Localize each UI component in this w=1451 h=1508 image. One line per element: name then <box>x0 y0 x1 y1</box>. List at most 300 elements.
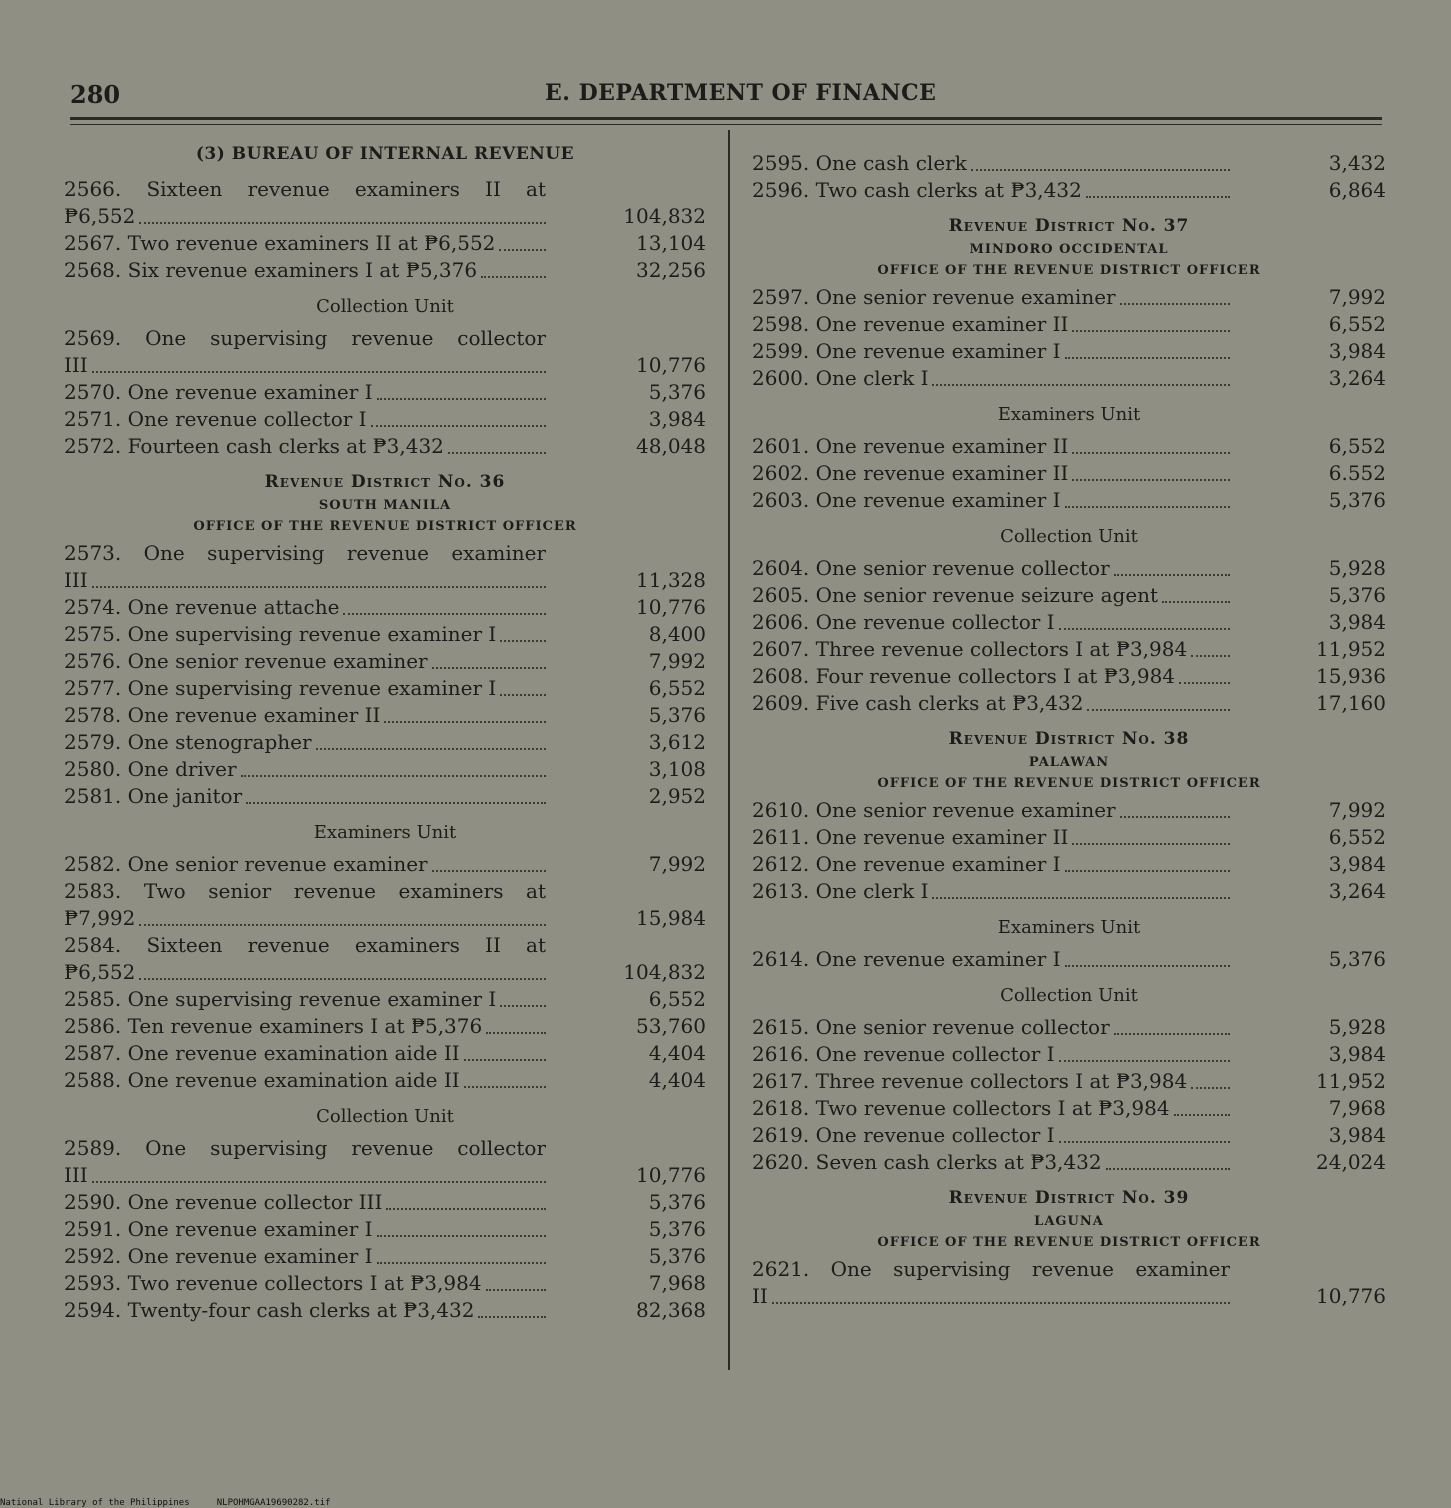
item-amount: 4,404 <box>648 1041 706 1065</box>
line-item <box>752 311 1386 338</box>
item-amount: 6,552 <box>1328 312 1386 336</box>
district-heading: Revenue District No. 39 <box>948 1188 1190 1208</box>
item-number: 2609. <box>752 691 810 715</box>
line-item <box>752 946 1386 973</box>
item-amount: 5,376 <box>1328 583 1386 607</box>
line-item-text <box>752 1122 1059 1149</box>
item-amount: 5,928 <box>1328 1015 1386 1039</box>
item-amount: 48,048 <box>636 434 706 458</box>
item-leader <box>64 379 546 406</box>
unit-heading: Collection Unit <box>316 1106 454 1127</box>
item-leader <box>752 311 1230 338</box>
line-item <box>64 230 706 257</box>
line-item-text <box>64 1270 486 1297</box>
item-amount: 5,376 <box>1328 488 1386 512</box>
item-description: One senior revenue seizure agent <box>815 583 1159 607</box>
item-number: 2590. <box>64 1190 122 1214</box>
item-number: 2620. <box>752 1150 810 1174</box>
item-amount: 5,928 <box>1328 556 1386 580</box>
item-description: One revenue examiner I <box>815 339 1061 363</box>
line-item <box>64 540 706 594</box>
line-item <box>752 663 1386 690</box>
item-amount: 7,992 <box>648 852 706 876</box>
line-item-text <box>752 311 1072 338</box>
item-number: 2569. <box>64 326 122 350</box>
line-item-text <box>64 406 371 433</box>
item-amount: 5,376 <box>648 380 706 404</box>
item-leader <box>752 797 1230 824</box>
item-amount: 3,432 <box>1328 151 1386 175</box>
item-amount: 6,552 <box>648 676 706 700</box>
header-rule <box>70 117 1382 120</box>
right-column <box>752 150 1386 1310</box>
item-leader <box>64 648 546 675</box>
item-amount: 6.552 <box>1328 461 1386 485</box>
item-leader <box>752 1149 1230 1176</box>
item-number: 2584. <box>64 933 122 957</box>
line-item <box>64 1243 706 1270</box>
item-description: One stenographer <box>127 730 312 754</box>
unit-heading: Collection Unit <box>316 296 454 317</box>
item-description: One revenue examiner II <box>815 825 1069 849</box>
item-amount: 7,992 <box>648 649 706 673</box>
unit-heading: Examiners Unit <box>313 822 457 843</box>
item-number: 2567. <box>64 231 122 255</box>
line-item-text <box>752 1014 1114 1041</box>
item-description: One revenue examiner I <box>127 380 373 404</box>
item-number: 2610. <box>752 798 810 822</box>
item-amount: 7,968 <box>648 1271 706 1295</box>
item-description: One revenue examiner I <box>127 1217 373 1241</box>
line-item <box>752 1041 1386 1068</box>
line-item-text <box>752 1256 1230 1283</box>
item-number: 2617. <box>752 1069 810 1093</box>
item-description: Seven cash clerks at ₱3,432 <box>815 1150 1102 1174</box>
item-number: 2594. <box>64 1298 122 1322</box>
line-item-text <box>64 878 546 905</box>
item-description: One supervising revenue examiner I <box>127 622 497 646</box>
item-leader <box>752 284 1230 311</box>
item-amount: 32,256 <box>636 258 706 282</box>
item-number: 2581. <box>64 784 122 808</box>
line-item-continuation <box>64 959 706 986</box>
item-leader <box>752 150 1230 177</box>
item-description-continued: III <box>64 568 88 592</box>
line-item-continuation <box>64 567 706 594</box>
item-amount: 104,832 <box>623 204 706 228</box>
line-item <box>64 783 706 810</box>
line-item <box>64 1216 706 1243</box>
item-amount: 17,160 <box>1316 691 1386 715</box>
item-number: 2616. <box>752 1042 810 1066</box>
item-number: 2580. <box>64 757 122 781</box>
item-description: One supervising revenue examiner I <box>127 676 497 700</box>
item-leader <box>752 1122 1230 1149</box>
item-amount: 10,776 <box>636 595 706 619</box>
item-amount: 7,968 <box>1328 1096 1386 1120</box>
line-item <box>64 878 706 932</box>
item-description: One revenue collector I <box>815 610 1055 634</box>
item-number: 2607. <box>752 637 810 661</box>
line-item <box>64 257 706 284</box>
line-item <box>64 986 706 1013</box>
item-description: One revenue examiner II <box>815 434 1069 458</box>
line-item-text <box>752 1149 1106 1176</box>
item-description: One revenue collector III <box>127 1190 383 1214</box>
line-item-text <box>752 433 1072 460</box>
item-leader <box>64 905 546 932</box>
line-item-continuation <box>64 203 706 230</box>
item-amount: 104,832 <box>623 960 706 984</box>
line-item <box>752 636 1386 663</box>
line-item <box>752 460 1386 487</box>
item-leader <box>752 609 1230 636</box>
line-item <box>64 729 706 756</box>
line-item <box>752 150 1386 177</box>
item-number: 2613. <box>752 879 810 903</box>
item-amount: 53,760 <box>636 1014 706 1038</box>
item-amount: 11,952 <box>1316 1069 1386 1093</box>
line-item-text <box>64 675 500 702</box>
item-description: Four revenue collectors I at ₱3,984 <box>815 664 1176 688</box>
item-number: 2600. <box>752 366 810 390</box>
item-amount: 6,864 <box>1328 178 1386 202</box>
item-leader <box>64 1216 546 1243</box>
line-item <box>752 1068 1386 1095</box>
item-description-continued: ₱7,992 <box>64 906 136 930</box>
line-item-text <box>64 729 316 756</box>
item-number: 2576. <box>64 649 122 673</box>
item-number: 2571. <box>64 407 122 431</box>
item-amount: 15,936 <box>1316 664 1386 688</box>
item-description: One supervising revenue collector <box>145 326 546 350</box>
item-number: 2596. <box>752 178 810 202</box>
item-leader <box>752 338 1230 365</box>
item-number: 2588. <box>64 1068 122 1092</box>
line-item-text <box>64 932 546 959</box>
item-description: One revenue examiner I <box>815 947 1061 971</box>
item-amount: 5,376 <box>648 1217 706 1241</box>
item-leader <box>64 433 546 460</box>
item-number: 2611. <box>752 825 810 849</box>
item-description: One supervising revenue examiner I <box>127 987 497 1011</box>
line-item-text <box>752 946 1065 973</box>
line-item-text <box>752 365 932 392</box>
item-leader <box>64 1270 546 1297</box>
line-item <box>752 1014 1386 1041</box>
item-leader <box>64 729 546 756</box>
item-amount: 24,024 <box>1316 1150 1386 1174</box>
item-amount: 2,952 <box>648 784 706 808</box>
item-description-continued: ₱6,552 <box>64 960 136 984</box>
item-number: 2599. <box>752 339 810 363</box>
item-leader <box>752 824 1230 851</box>
line-item <box>64 851 706 878</box>
item-description: Two revenue examiners II at ₱6,552 <box>127 231 496 255</box>
line-item-text <box>64 1189 386 1216</box>
item-description: Sixteen revenue examiners II at <box>146 933 546 957</box>
line-item-text <box>752 338 1065 365</box>
item-amount: 6,552 <box>1328 825 1386 849</box>
item-description-continued: III <box>64 1163 88 1187</box>
item-number: 2572. <box>64 434 122 458</box>
item-leader <box>64 406 546 433</box>
item-number: 2582. <box>64 852 122 876</box>
line-item-text <box>752 582 1162 609</box>
item-description: One senior revenue examiner <box>815 285 1116 309</box>
item-leader <box>64 621 546 648</box>
line-item-text <box>64 1013 486 1040</box>
line-item <box>752 365 1386 392</box>
item-number: 2587. <box>64 1041 122 1065</box>
item-description: Three revenue collectors I at ₱3,984 <box>815 637 1188 661</box>
item-description: One clerk I <box>815 879 929 903</box>
line-item <box>752 1122 1386 1149</box>
unit-heading: Examiners Unit <box>997 404 1141 425</box>
line-item-text <box>752 636 1191 663</box>
line-item <box>752 1149 1386 1176</box>
item-leader <box>752 851 1230 878</box>
line-item-text <box>64 851 432 878</box>
district-subheading: LAGUNA <box>1034 1214 1104 1229</box>
item-amount: 3,984 <box>1328 852 1386 876</box>
line-item <box>64 1189 706 1216</box>
item-description: One cash clerk <box>815 151 967 175</box>
line-item-text <box>64 379 377 406</box>
column-divider <box>728 130 730 1370</box>
line-item <box>64 621 706 648</box>
line-item <box>752 433 1386 460</box>
line-item <box>752 555 1386 582</box>
item-leader <box>752 1095 1230 1122</box>
item-description: One clerk I <box>815 366 929 390</box>
item-amount: 5,376 <box>1328 947 1386 971</box>
line-item-text <box>64 257 481 284</box>
line-item-text <box>752 284 1120 311</box>
item-amount: 7,992 <box>1328 285 1386 309</box>
unit-heading: Examiners Unit <box>997 917 1141 938</box>
line-item <box>64 176 706 230</box>
line-item-text <box>752 609 1059 636</box>
item-number: 2593. <box>64 1271 122 1295</box>
item-leader <box>64 959 546 986</box>
line-item <box>64 702 706 729</box>
district-subheading: MINDORO OCCIDENTAL <box>969 242 1169 257</box>
item-number: 2573. <box>64 541 122 565</box>
line-item-continuation <box>64 905 706 932</box>
item-number: 2578. <box>64 703 122 727</box>
header-rule-thin <box>70 124 1382 125</box>
item-description: One revenue examination aide II <box>127 1068 460 1092</box>
district-subheading: OFFICE OF THE REVENUE DISTRICT OFFICER <box>877 776 1261 791</box>
item-leader <box>752 555 1230 582</box>
item-description: Two senior revenue examiners at <box>143 879 546 903</box>
item-description: One janitor <box>127 784 243 808</box>
item-description: One revenue examiner II <box>815 461 1069 485</box>
district-heading: Revenue District No. 36 <box>264 472 506 492</box>
item-amount: 3,984 <box>1328 1042 1386 1066</box>
item-leader <box>64 1162 546 1189</box>
item-amount: 3,984 <box>648 407 706 431</box>
line-item <box>64 675 706 702</box>
line-item-text <box>64 1243 377 1270</box>
item-leader <box>64 702 546 729</box>
item-description-continued: III <box>64 353 88 377</box>
line-item <box>64 932 706 986</box>
line-item <box>64 379 706 406</box>
line-item <box>752 1095 1386 1122</box>
unit-heading: Collection Unit <box>1000 526 1138 547</box>
item-number: 2602. <box>752 461 810 485</box>
line-item-continuation <box>64 352 706 379</box>
item-leader <box>64 352 546 379</box>
item-description: Sixteen revenue examiners II at <box>146 177 546 201</box>
line-item-text <box>752 878 932 905</box>
line-item <box>752 284 1386 311</box>
line-item <box>752 609 1386 636</box>
item-leader <box>752 878 1230 905</box>
item-number: 2568. <box>64 258 122 282</box>
item-amount: 7,992 <box>1328 798 1386 822</box>
line-item <box>752 582 1386 609</box>
item-description: One supervising revenue collector <box>145 1136 546 1160</box>
item-amount: 5,376 <box>648 1190 706 1214</box>
item-amount: 15,984 <box>636 906 706 930</box>
item-leader <box>64 1297 546 1324</box>
line-item-text <box>752 1068 1191 1095</box>
item-number: 2612. <box>752 852 810 876</box>
item-description: One revenue collector I <box>815 1042 1055 1066</box>
item-leader <box>752 690 1230 717</box>
line-item-text <box>64 433 448 460</box>
item-leader <box>752 582 1230 609</box>
item-leader <box>752 1068 1230 1095</box>
line-item <box>752 177 1386 204</box>
item-amount: 3,984 <box>1328 339 1386 363</box>
unit-heading: Collection Unit <box>1000 985 1138 1006</box>
item-number: 2579. <box>64 730 122 754</box>
line-item-text <box>64 1040 464 1067</box>
item-leader <box>64 851 546 878</box>
item-amount: 3,612 <box>648 730 706 754</box>
line-item-text <box>752 487 1065 514</box>
item-leader <box>752 487 1230 514</box>
item-number: 2570. <box>64 380 122 404</box>
item-description: One revenue examiner I <box>815 488 1061 512</box>
item-number: 2595. <box>752 151 810 175</box>
district-heading: Revenue District No. 37 <box>948 216 1190 236</box>
item-amount: 13,104 <box>636 231 706 255</box>
line-item <box>752 878 1386 905</box>
item-amount: 6,552 <box>1328 434 1386 458</box>
running-head: E. DEPARTMENT OF FINANCE <box>545 80 937 106</box>
line-item-text <box>64 1216 377 1243</box>
item-leader <box>64 257 546 284</box>
section-title: (3) BUREAU OF INTERNAL REVENUE <box>195 144 575 164</box>
line-item-text <box>64 756 241 783</box>
item-amount: 4,404 <box>648 1068 706 1092</box>
line-item-text <box>64 230 499 257</box>
item-number: 2615. <box>752 1015 810 1039</box>
item-description: Three revenue collectors I at ₱3,984 <box>815 1069 1188 1093</box>
item-description: One revenue examiner II <box>815 312 1069 336</box>
line-item <box>64 1270 706 1297</box>
item-description: Two revenue collectors I at ₱3,984 <box>815 1096 1170 1120</box>
line-item-text <box>64 621 500 648</box>
item-number: 2603. <box>752 488 810 512</box>
item-description: Two cash clerks at ₱3,432 <box>815 178 1082 202</box>
line-item <box>752 824 1386 851</box>
line-item-text <box>752 1041 1059 1068</box>
line-item <box>64 756 706 783</box>
item-leader <box>64 986 546 1013</box>
item-leader <box>64 1067 546 1094</box>
item-description: One revenue examiner II <box>127 703 381 727</box>
district-subheading: OFFICE OF THE REVENUE DISTRICT OFFICER <box>193 519 577 534</box>
line-item-text <box>64 986 500 1013</box>
item-number: 2591. <box>64 1217 122 1241</box>
page-number: 280 <box>70 80 121 109</box>
item-leader <box>64 756 546 783</box>
item-description: One senior revenue collector <box>815 1015 1110 1039</box>
item-description: One revenue collector I <box>815 1123 1055 1147</box>
item-description: Twenty-four cash clerks at ₱3,432 <box>127 1298 475 1322</box>
line-item-text <box>752 851 1065 878</box>
line-item-text <box>64 1297 478 1324</box>
item-number: 2608. <box>752 664 810 688</box>
item-description: One senior revenue examiner <box>127 649 428 673</box>
line-item-text <box>64 594 343 621</box>
item-number: 2585. <box>64 987 122 1011</box>
item-number: 2566. <box>64 177 122 201</box>
line-item <box>752 797 1386 824</box>
item-amount: 10,776 <box>1316 1284 1386 1308</box>
line-item <box>64 1067 706 1094</box>
item-description: Fourteen cash clerks at ₱3,432 <box>127 434 444 458</box>
line-item-text <box>752 150 971 177</box>
line-item-text <box>752 824 1072 851</box>
item-amount: 3,108 <box>648 757 706 781</box>
item-leader <box>752 636 1230 663</box>
item-number: 2597. <box>752 285 810 309</box>
item-description: One senior revenue examiner <box>815 798 1116 822</box>
item-leader <box>64 1040 546 1067</box>
item-description: One revenue examiner I <box>127 1244 373 1268</box>
line-item-text <box>752 1095 1174 1122</box>
line-item <box>64 1135 706 1189</box>
item-description-continued: II <box>752 1284 768 1308</box>
item-leader <box>64 203 546 230</box>
item-amount: 5,376 <box>648 703 706 727</box>
item-number: 2614. <box>752 947 810 971</box>
item-number: 2574. <box>64 595 122 619</box>
line-item-text <box>752 797 1120 824</box>
item-leader <box>64 1189 546 1216</box>
item-leader <box>752 433 1230 460</box>
item-description: One senior revenue collector <box>815 556 1110 580</box>
line-item <box>64 594 706 621</box>
item-description: Ten revenue examiners I at ₱5,376 <box>127 1014 483 1038</box>
line-item <box>752 487 1386 514</box>
line-item <box>752 338 1386 365</box>
item-description: One revenue examiner I <box>815 852 1061 876</box>
line-item <box>752 1256 1386 1310</box>
item-description: One supervising revenue examiner <box>830 1257 1230 1281</box>
line-item-text <box>64 325 546 352</box>
item-amount: 3,264 <box>1328 366 1386 390</box>
item-number: 2621. <box>752 1257 810 1281</box>
item-number: 2619. <box>752 1123 810 1147</box>
